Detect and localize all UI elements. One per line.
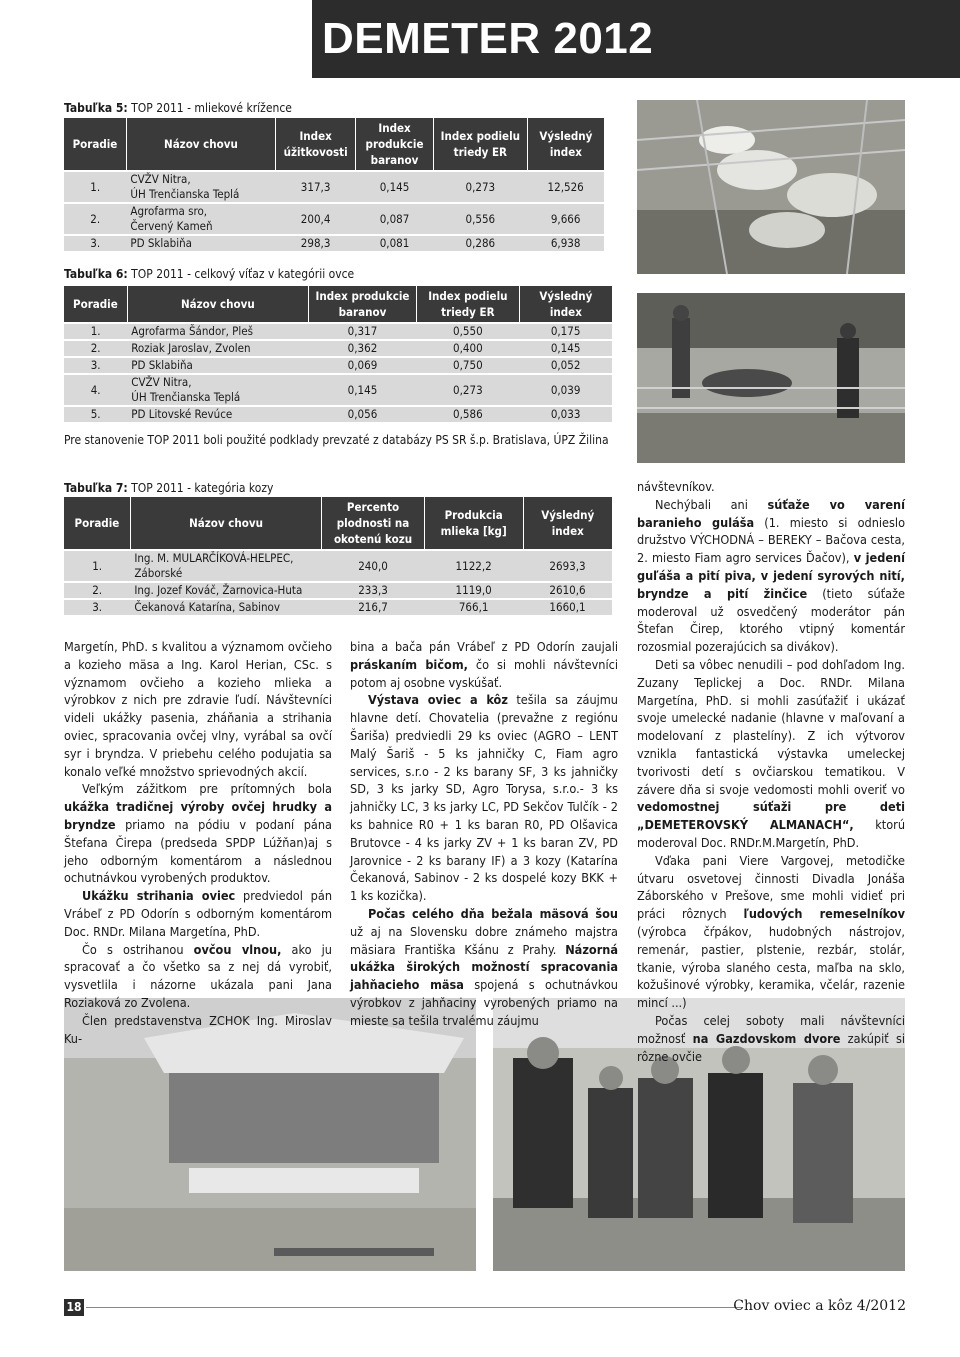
table-row: 1. CVŽV Nitra, ÚH Trenčianska Teplá 317,3 0,145 0,273 12,526 <box>64 171 604 203</box>
table-row: 1. Agrofarma Šándor, Pleš 0,317 0,550 0,175 <box>64 323 612 340</box>
table-row: 2. Roziak Jaroslav, Zvolen 0,362 0,400 0,145 <box>64 340 612 357</box>
table7-header: Názov chovu <box>130 497 321 550</box>
table-row: 2. Ing. Jozef Kováč, Žarnovica-Huta 233,3 1119,0 2610,6 <box>64 582 612 599</box>
table-row: 3. PD Sklabiňa 0,069 0,750 0,052 <box>64 357 612 374</box>
table7-header: Výsledný index <box>523 497 612 550</box>
journal-name: Chov oviec a kôz 4/2012 <box>733 1298 906 1314</box>
table5-header: Index úžitkovosti <box>276 118 356 171</box>
table5-header: Poradie <box>64 118 126 171</box>
exhibition-photo <box>637 293 905 463</box>
table-row: 4. CVŽV Nitra, ÚH Trenčianska Teplá 0,145 0,273 0,039 <box>64 374 612 406</box>
table5-header: Názov chovu <box>126 118 275 171</box>
table7-header: Percento plodnosti na okotenú kozu <box>322 497 425 550</box>
table6-header: Index produkcie baranov <box>308 286 416 323</box>
table5-header: Výsledný index <box>527 118 604 171</box>
table-row: 3. PD Sklabiňa 298,3 0,081 0,286 6,938 <box>64 235 604 251</box>
table7-caption: Tabuľka 7: TOP 2011 - kategória kozy <box>64 481 274 495</box>
table-row: 5. PD Litovské Revúce 0,056 0,586 0,033 <box>64 406 612 422</box>
table-row: 2. Agrofarma sro, Červený Kameň 200,4 0,087 0,556 9,666 <box>64 203 604 235</box>
table7-header: Produkcia mlieka [kg] <box>424 497 523 550</box>
table6-caption: Tabuľka 6: TOP 2011 - celkový víťaz v kategórii ovce <box>64 267 355 281</box>
article-column-1: Margetín, PhD. s kvalitou a významom ovčieho a kozieho mäsa a Ing. Karol Herian, CSc. s významom ovčieho a kozieho mlieka a výrobkov z nich pre zdravie ľudí. Návštevníci videli ukážky pasenia, zháňania a strihania oviec, spracovania ovčej vlny, vyrábal sa ovčí syr i bryndza. V priebehu celého podujatia sa konalo veľké množstvo sprievodných akcií. Veľkým zážitkom pre prítomných bola ukážka tradičnej výroby ovčej hrudky a bryndze priamo na pódiu v podaní pána Štefana Čirepa (predseda SPDP Lúžňan)aj s jeho odborným komentárom a následnou ochutnávkou vyrobených produktov. Ukážku strihania oviec predviedol pán Vrábeľ z PD Odorín s odborným komentárom Doc. RNDr. Milana Margetína, PhD. Čo s ostrihanou ovčou vlnou, ako ju spracovať a čo všetko sa z nej dá vyrobiť, vysvetlila i názorne ukázala pani Jana Roziaková zo Zvolena. Člen predstavenstva ZCHOK Ing. Miroslav Ku- <box>64 639 333 1046</box>
table5 <box>64 118 604 251</box>
article-column-2: bina a bača pán Vrábeľ z PD Odorín zaujali práskaním bičom, čo si mohli návštevníci potom aj osobne vyskúšať. Výstava oviec a kôz tešila sa záujmu hlavne detí. Chovatelia (prevažne z regiónu Šariša) predviedli 29 ks oviec (AGRO – LENT Malý Šariš - 5 ks jahničky C, Fiam agro services, s.r.o - 2 ks barany SF, 3 ks jahničky SD, 3 ks jarky SD, Agro Torysa, s.r.o.- 3 ks jahničky LC, 3 ks jarky LC, PD Sekčov Tulčík - 2 ks bahnice R0 + 1 ks baran R0, PD Olšavica Brutovce - 4 ks jarky ZV + 1 ks baran ZV, PD Jarovnice - 2 ks barany IF) a 3 kozy (Katarína Čekanová, Sabinov - 2 ks dospelé kozy BKK + 1 ks kozička). Počas celého dňa bežala mäsová šou už aj na Slovensku dobre známeho majstra mäsiara Františka Kšánu z Prahy. Názorná ukážka širokých možností spracovania jahňacieho mäsa spojená s ochutnávkou výrobkov z jahňaciny vyrobených priamo na mieste sa tešila trvalému záujmu <box>350 639 618 1028</box>
table-row: 3. Čekanová Katarína, Sabinov 216,7 766,1 1660,1 <box>64 599 612 615</box>
page-number: 18 <box>64 1299 84 1316</box>
page-title: DEMETER 2012 <box>322 14 654 63</box>
table7 <box>64 497 612 615</box>
table-row: 1. Ing. M. MULARČÍKOVÁ-HELPEC, Záborské 240,0 1122,2 2693,3 <box>64 550 612 582</box>
table5-header: Index produkcie baranov <box>356 118 434 171</box>
table6-note: Pre stanovenie TOP 2011 boli použité podklady prevzaté z databázy PS SR š.p. Bratislava, ÚPZ Žilina <box>64 433 609 447</box>
table6-header: Výsledný index <box>519 286 612 323</box>
article-column-3: návštevníkov. Nechýbali ani súťaže vo varení baranieho guláša (1. miesto si odnieslo družstvo VÝCHODNÁ – BEREKY – Bačova cesta, 2. miesto Fiam agro services Ďačov), v jedení guľáša a pití piva, v jedení syrových nití, bryndze a pití žinčice (tieto súťaže moderoval už osvedčený moderátor pán Štefan Čirep, ktorého vtipný komentár rozosmial pozerajúcich sa divákov). Deti sa vôbec nenudili – pod dohľadom Ing. Zuzany Teplickej a Doc. RNDr. Milana Margetína, PhD. si mohli zasúťažiť i ukázať svoje umelecké nadanie (hlavne v maľovaní a modelovaní z plastelíny). Z ich výtvorov vznikla fantastická výstavka umeleckej tvorivosti detí s ovčiarskou tematikou. V závere dňa si svoje vedomosti mohli overiť vo vedomostnej súťaži pre deti „DEMETEROVSKÝ ALMANACH“, ktorú moderoval Doc. RNDr.M.Margetín, PhD. Vďaka pani Viere Vargovej, metodičke útvaru osvetovej činnosti Divadla Jonáša Záborského v Prešove, sme mohli vidieť pri práci rôznych ľudových remeselníkov (výrobca čŕpákov, hudobných nástrojov, remenár, pastier, plstenie, rezbár, stolár, tkanie, výroba slaného cesta, maľba na sklo, kožušinové výrobky, keramika, včelár, razenie mincí ...) Počas celej soboty mali návštevníci možnosť na Gazdovskom dvore zakúpiť si rôzne ovčie <box>637 479 906 1064</box>
table5-header: Index podielu triedy ER <box>433 118 527 171</box>
table5-caption: Tabuľka 5: TOP 2011 - mliekové krížence <box>64 101 292 115</box>
table6-header: Poradie <box>64 286 127 323</box>
table6 <box>64 286 612 422</box>
table6-header: Názov chovu <box>127 286 308 323</box>
table6-header: Index podielu triedy ER <box>416 286 519 323</box>
table7-header: Poradie <box>64 497 130 550</box>
sheep-pen-photo <box>637 100 905 274</box>
footer-rule <box>86 1307 742 1308</box>
